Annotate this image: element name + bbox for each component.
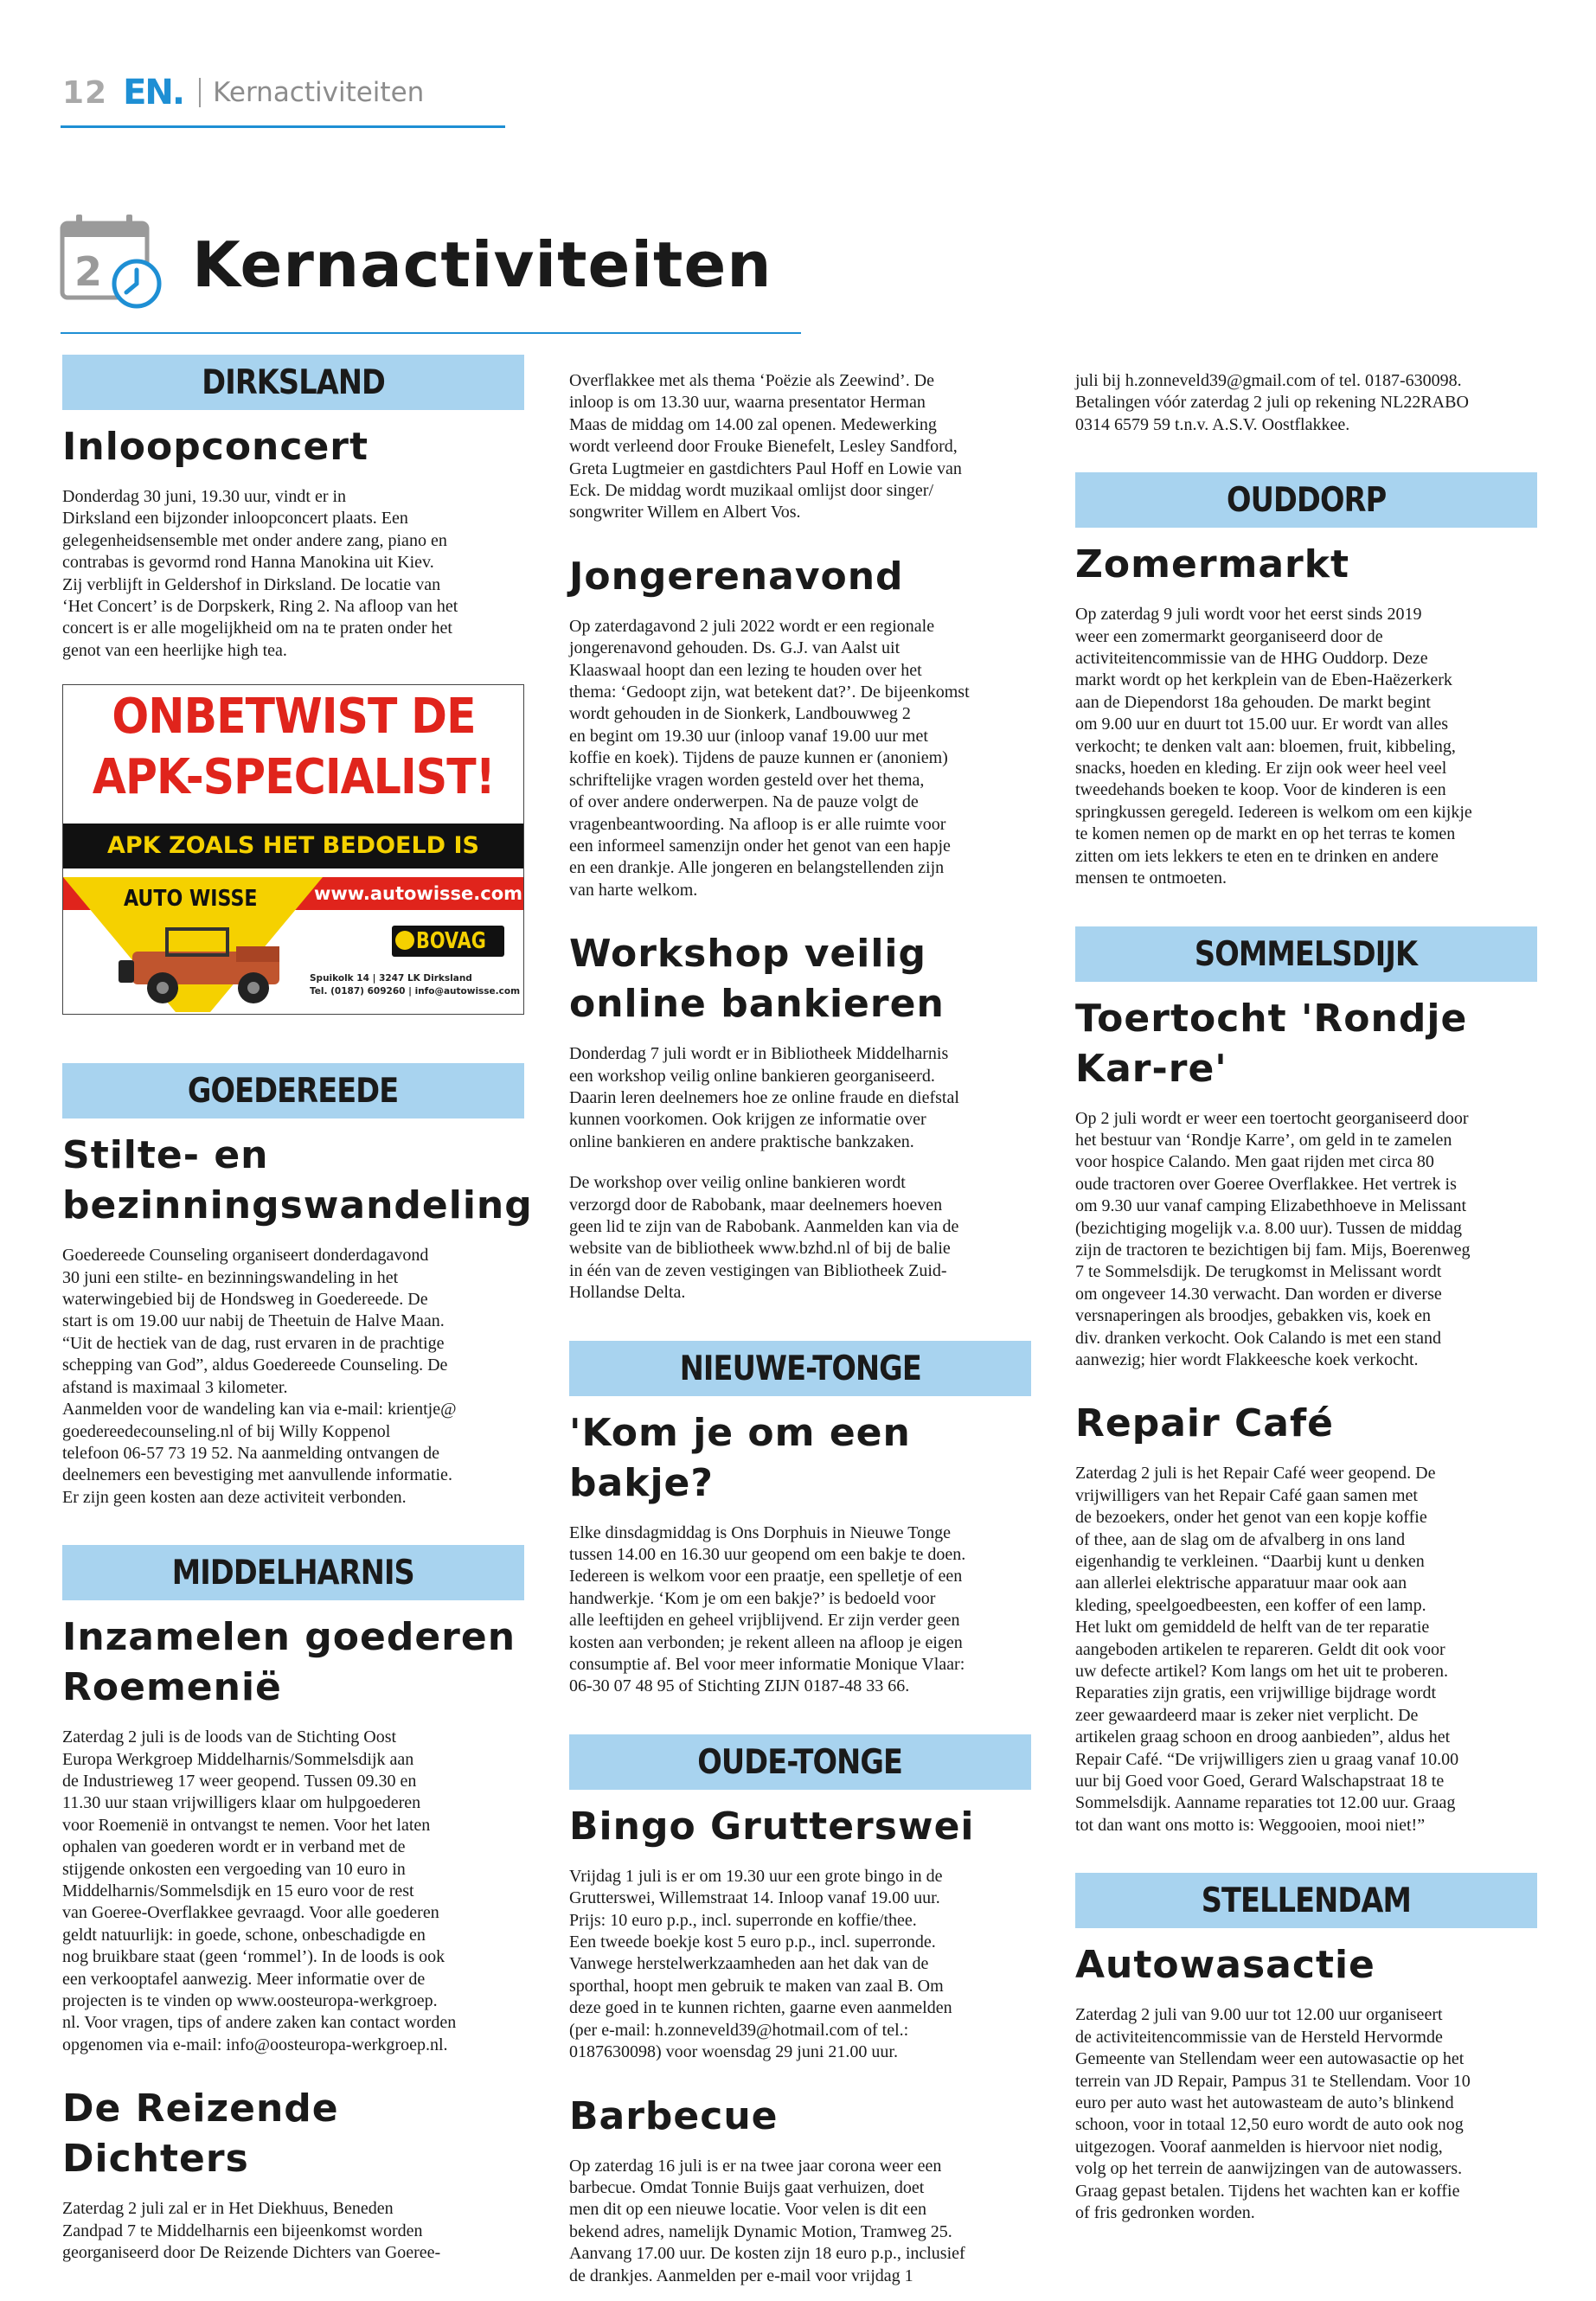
place-bar-ouddorp: OUDDORP — [1075, 472, 1537, 528]
header-divider — [199, 78, 201, 107]
column-3 — [1075, 355, 1537, 2224]
place-bar-goedereede: GOEDEREEDE — [62, 1063, 524, 1118]
article-body: Donderdag 30 juni, 19.30 uur, vindt er in Dirksland een bijzonder inloopconcert plaats. Een gelegenheidsensemble met onder andere zang, piano en contrabas is gevormd rond Hanna Manokina uit Kiev. Zij verblijft in Geldershof in Dirksland. De locatie van ‘Het Concert’ is de Dorpskerk, Ring 2. Na afloop van het concert is er alle mogelijkheid om na te praten onder het genot van een heerlijke high tea. — [62, 487, 458, 660]
article-body: Donderdag 7 juli wordt er in Bibliotheek Middelharnis een workshop veilig online bankieren georganiseerd. Daarin leren deelnemers hoe ze online fraude en diefstal kunnen voorkomen. Ook krijgen ze informatie over online bankieren en andere praktische bankzaken. — [569, 1044, 959, 1151]
bovag-label: BOVAG — [416, 928, 486, 955]
article-body-continued: juli bij h.zonneveld39@gmail.com of tel. 0187-630098. Betalingen vóór zaterdag 2 juli op rekening NL22RABO 0314 6579 59 t.n.v. A.S.V. Oostflakkee. — [1075, 371, 1469, 434]
page-title: Kernactiviteiten — [192, 228, 772, 301]
publication-logo: EN. — [123, 73, 184, 112]
column-2 — [569, 355, 1031, 2287]
jeep-icon — [115, 912, 297, 1007]
article-body: De workshop over veilig online bankieren wordt verzorgd door de Rabobank, maar deelnemers hoeven geen lid te zijn van de Rabobank. Aanmelden kan via de website van de bibliotheek www.bzhd.nl of bij de balie in één van de zeven vestigingen van Bibliotheek Zuid- Hollandse Delta. — [569, 1173, 959, 1303]
article-body: Zaterdag 2 juli van 9.00 uur tot 12.00 uur organiseert de activiteitencommissie van de Hersteld Hervormde Gemeente van Stellendam weer een autowasactie op het terrein van JD Repair, Pampus 31 te Stellendam. Voor 10 euro per auto wast het autowasteam de auto’s blinkend schoon, voor in totaal 12,50 euro wordt de auto ook nog uitgezogen. Vooraf aanmelden is hiervoor niet nodig, volg op het terrein de aanwijzingen van de autowassers. Graag gepast betalen. Tijdens het wachten kan er koffie of fris gedronken worden. — [1075, 2005, 1471, 2222]
place-bar-dirksland: DIRKSLAND — [62, 355, 524, 410]
article-body: Op zaterdag 9 juli wordt voor het eerst sinds 2019 weer een zomermarkt georganiseerd door de activiteitencommissie van de HHG Ouddorp. Deze markt wordt op het kerkplein van de Eben-Haëzerkerk aan de Diependorst 18a gehouden. De markt begint om 9.00 uur en duurt tot 15.00 uur. Er wordt van alles verkocht; te denken valt aan: bloemen, fruit, kibbeling, snacks, hoeden en kleding. Er zijn ook weer heel veel tweedehands boeken te koop. Voor de kinderen is een springkussen geregeld. Iedereen is welkom om een kijkje te komen nemen op de markt en op het terras te komen zitten om iets lekkers te eten en te drinken en andere mensen te ontmoeten. — [1075, 605, 1472, 888]
headline-barbecue: Barbecue — [569, 2093, 779, 2138]
headline-repair-cafe: Repair Café — [1075, 1401, 1334, 1446]
article-body: Elke dinsdagmiddag is Ons Dorphuis in Nieuwe Tonge tussen 14.00 en 16.30 uur geopend om een bakje te doen. Iedereen is welkom voor een praatje, een spelletje of een handwerkje. ‘Kom je om een bakje?’ is bedoeld voor alle leeftijden en geheel vrijblijvend. Er zijn verder geen kosten aan verbonden; je rekent alleen na afloop je eigen consumptie af. Bel voor meer informatie Monique Vlaar: 06-30 07 48 95 of Stichting ZIJN 0187-48 33 66. — [569, 1522, 966, 1696]
place-bar-oude-tonge: OUDE-TONGE — [569, 1734, 1031, 1790]
column-1 — [62, 355, 533, 2264]
headline-reizende-dichters: De Reizende Dichters — [62, 2086, 339, 2182]
article-body: Goedereede Counseling organiseert donderdagavond 30 juni een stilte- en bezinningswandeling in het waterwingebied bij de Hondsweg in Goedereede. De start is om 19.00 uur nabij de Theetuin de Halve Maan. “Uit de hectiek van de dag, rust ervaren in de prachtige schepping van God”, aldus Goedereede Counseling. De afstand is maximaal 3 kilometer. Aanmelden voor de wandeling kan via e-mail: krientje@ goedereedecounseling.nl of bij Willy Koppenol telefoon 06-57 73 19 52. Na aanmelding ontvangen de deelnemers een bevestiging met aanvullende informatie. Er zijn geen kosten aan deze activiteit verbonden. — [62, 1246, 457, 1507]
page-number: 12 — [62, 74, 108, 111]
article-body: Zaterdag 2 juli is de loods van de Stichting Oost Europa Werkgroep Middelharnis/Sommelsdijk aan de Industrieweg 17 weer geopend. Tussen 09.30 en 11.30 uur staan vrijwilligers klaar om hulpgoederen voor Roemenië in ontvangst te nemen. Voor het laten ophalen van goederen wordt er in verband met de stijgende onkosten een vergoeding van 10 euro in Middelharnis/Sommelsdijk en 15 euro voor de rest van Goeree-Overflakkee gevraagd. Voor alle goederen geldt natuurlijk: in goede, schone, onbeschadigde en nog bruikbare staat (geen ‘rommel’). In de loods is ook een verkooptafel aanwezig. Meer informatie over de projecten is te vinden op www.oosteuropa-werkgroep. nl. Voor vragen, tips of andere zaken kan contact worden opgenomen via e-mail: info@oosteuropa-werkgroep.nl. — [62, 1727, 457, 2054]
section-name: Kernactiviteiten — [213, 77, 425, 108]
headline-inloopconcert: Inloopconcert — [62, 425, 369, 469]
headline-zomermarkt: Zomermarkt — [1075, 542, 1350, 587]
title-rule — [61, 332, 801, 334]
headline-workshop: Workshop veilig online bankieren — [569, 932, 945, 1027]
place-bar-sommelsdijk: SOMMELSDIJK — [1075, 926, 1537, 982]
article-body: Op zaterdag 16 juli is er na twee jaar corona weer een barbecue. Omdat Tonnie Buijs gaat verhuizen, doet men dit op een nieuwe locatie. Voor velen is dit een bekend adres, namelijk Dynamic Motion, Tramweg 25. Aanvang 17.00 uur. De kosten zijn 18 euro p.p., inclusief de drankjes. Aanmelden per e-mail voor vrijdag 1 — [569, 2156, 965, 2285]
article-body: Vrijdag 1 juli is er om 19.30 uur een grote bingo in de Grutterswei, Willemstraat 14. Inloop vanaf 19.00 uur. Prijs: 10 euro p.p., incl. superronde en koffie/thee. Een tweede boekje kost 5 euro p.p., incl. superronde. Vanwege herstelwerkzaamheden aan het dak van de sporthal, hoopt men gebruik te maken van zaal B. Om deze goed in te kunnen richten, gaarne even aanmelden (per e-mail: h.zonneveld39@hotmail.com of tel.: 0187630098) voor woensdag 29 juni 21.00 uur. — [569, 1866, 952, 2062]
article-body: Zaterdag 2 juli is het Repair Café weer geopend. De vrijwilligers van het Repair Café gaan samen met de bezoekers, onder het genot van een kopje koffie of thee, aan de slag om de afvalberg in ons land eigenhandig te verkleinen. “Daarbij kunt u denken aan allerlei elektrische apparatuur maar ook aan kleding, speelgoedbeesten, een koffer of een lamp. Het lukt om gemiddeld de helft van de ter reparatie aangeboden artikelen te repareren. Geldt dit ook voor uw defecte artikel? Kom langs om het uit te proberen. Reparaties zijn gratis, een vrijwillige bijdrage wordt zeer gewaardeerd maar is zeker niet verplicht. De artikelen graag schoon en droog aanbieden”, aldus het Repair Café. “De vrijwilligers zien u graag vanaf 10.00 uur bij Goed voor Goed, Gerard Walschapstraat 18 te Sommelsdijk. Aanname reparaties tot 12.00 uur. Graag tot dan want ons motto is: Weggooien, mooi niet!” — [1075, 1464, 1459, 1835]
ad-address: Spuikolk 14 | 3247 LK Dirksland Tel. (0187) 609260 | info@autowisse.com — [310, 973, 521, 997]
headline-bingo: Bingo Grutterswei — [569, 1804, 975, 1849]
place-bar-middelharnis: MIDDELHARNIS — [62, 1545, 524, 1600]
headline-jongerenavond: Jongerenavond — [569, 554, 904, 599]
headline-inzamelen: Inzamelen goederen Roemenië — [62, 1615, 516, 1710]
calendar-number: 2 — [74, 248, 103, 295]
article-body-continued: Overflakkee met als thema ‘Poëzie als Zeewind’. De inloop is om 13.30 uur, waarna presentator Herman Maas de middag om 14.00 zal openen. Medewerking wordt verleend door Frouke Bienefelt, Lesley Sandford, Greta Lugtmeier en gastdichters Paul Hoff en Lowie van Eck. De middag wordt muzikaal omlijst door singer/ songwriter Willem en Albert Vos. — [569, 371, 962, 522]
headline-autowasactie: Autowasactie — [1075, 1943, 1375, 1988]
headline-bakje: 'Kom je om een bakje? — [569, 1410, 911, 1505]
article-body: Op 2 juli wordt er weer een toertocht georganiseerd door het bestuur van ‘Rondje Karre’, om geld in te zamelen voor hospice Calando. Men gaat rijden met circa 80 oude tractoren over Goeree Overflakkee. Het vertrek is om 9.30 uur vanaf camping Elizabethhoeve in Melissant (bezichtiging mogelijk v.a. 8.00 uur). Tussen de middag zijn de tractoren te bezichtigen bij fam. Mijs, Boerenweg 7 te Sommelsdijk. De terugkomst in Melissant wordt om ongeveer 14.30 verwacht. Dan worden er diverse versnaperingen als broodjes, gebakken vis, koek en div. dranken verkocht. Ook Calando is met een stand aanwezig; hier wordt Flakkeesche koek verkocht. — [1075, 1108, 1471, 1369]
ad-tagline: APK ZOALS HET BEDOELD IS — [107, 832, 479, 860]
headline-stiltewandeling: Stilte- en bezinningswandeling — [62, 1133, 533, 1228]
ad-headline: ONBETWIST DE APK-SPECIALIST! — [92, 689, 495, 806]
calendar-clock-icon — [59, 211, 170, 313]
article-body: Zaterdag 2 juli zal er in Het Diekhuus, Beneden Zandpad 7 te Middelharnis een bijeenkomst worden georganiseerd door De Reizende Dichters van Goeree- — [62, 2199, 441, 2263]
article-body: Op zaterdagavond 2 juli 2022 wordt er een regionale jongerenavond gehouden. Ds. G.J. van Aalst uit Klaaswaal hoopt dan een lezing te houden over het thema: ‘Gedoopt zijn, wat betekent dat?’. De bijeenkomst wordt gehouden in de Sionkerk, Landbouwweg 2 en begint om 19.30 uur (inloop vanaf 19.00 uur met koffie en koek). Tijdens de pauze kunnen er (anoniem) schriftelijke vragen worden gesteld over het thema, of over andere onderwerpen. Na de pauze volgt de vragenbeantwoording. Na afloop is er alle ruimte voor een informeel samenzijn onder het genot van een hapje en een drankje. Alle jongeren en belangstellenden zijn van harte welkom. — [569, 616, 970, 900]
place-bar-stellendam: STELLENDAM — [1075, 1873, 1537, 1928]
ad-brand: AUTO WISSE — [124, 886, 258, 913]
ad-url: www.autowisse.com — [314, 883, 522, 905]
running-header — [62, 71, 424, 114]
headline-toertocht: Toertocht 'Rondje Kar-re' — [1075, 996, 1468, 1091]
advertisement-autowisse — [62, 684, 524, 1015]
place-bar-nieuwe-tonge: NIEUWE-TONGE — [569, 1341, 1031, 1396]
header-rule — [61, 125, 505, 128]
